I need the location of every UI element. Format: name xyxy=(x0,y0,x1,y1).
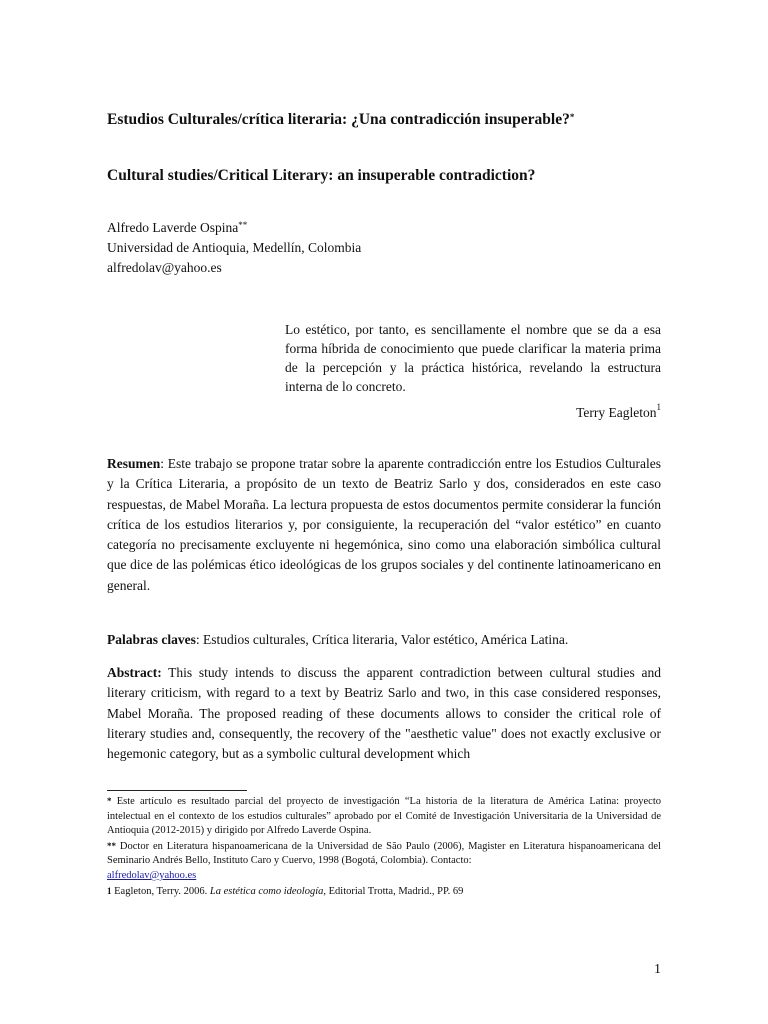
epigraph-quote: Lo estético, por tanto, es sencillamente el nombre que se da a esa forma híbrida de conocimiento que puede clarificar la materia prima de la percepción y la práctica histórica, revelando la estructura interna de lo concreto. xyxy=(285,322,661,394)
author-footnote-mark: ** xyxy=(238,220,248,230)
title-spanish-text: Estudios Culturales/crítica literaria: ¿Una contradicción insuperable? xyxy=(107,111,570,128)
footnote-1-mark: * xyxy=(107,796,112,806)
footnotes xyxy=(107,794,661,899)
keywords-text: : Estudios culturales, Crítica literaria, Valor estético, América Latina. xyxy=(195,632,569,647)
footnote-separator xyxy=(107,790,247,791)
footnote-3-mark: 1 xyxy=(107,885,112,896)
footnote-2-email-link[interactable]: alfredolav@yahoo.es xyxy=(107,869,197,881)
footnote-3-publisher: , Editorial Trotta, Madrid., PP. 69 xyxy=(323,885,464,897)
epigraph-author xyxy=(576,402,661,421)
resumen-label: Resumen xyxy=(107,456,161,471)
footnote-1 xyxy=(107,794,661,839)
author-block xyxy=(107,218,361,278)
abstract-text: This study intends to discuss the apparent contradiction between cultural studies and literary criticism, with regard to a text by Beatriz Sarlo and two, in this case considered responses, Mabel Moraña. The proposed reading of these documents allows to consider the critical role of literary studies and, consequently, the recovery of the "aesthetic value" does not exactly exclusive or hegemonic category, but as a symbolic cultural development which xyxy=(107,665,661,762)
keywords-paragraph xyxy=(107,630,661,650)
keywords-label: Palabras claves xyxy=(107,632,196,647)
epigraph-author-name: Terry Eagleton xyxy=(576,405,657,420)
author-name xyxy=(107,218,361,238)
footnote-1-text: Este artículo es resultado parcial del proyecto de investigación “La historia de la literatura de América Latina: proyecto intelectual en el contexto de los estudios culturales” aprobado por el Comité de Investigación Universitaria de la Universidad de Antioquia (2012-2015) y dirigido por Alfredo Laverde Ospina. xyxy=(107,796,661,837)
footnote-3-book-title: La estética como ideología xyxy=(209,885,324,897)
title-english: Cultural studies/Critical Literary: an insuperable contradiction? xyxy=(107,167,536,184)
author-email: alfredolav@yahoo.es xyxy=(107,260,222,275)
abstract-label: Abstract: xyxy=(107,665,162,680)
footnote-2-mark: ** xyxy=(107,840,116,851)
footnote-2-text: Doctor en Literatura hispanoamericana de la Universidad de São Paulo (2006), Magister en Literatura hispanoamericana del Seminario Andrés Bello, Instituto Caro y Cuervo, 1998 (Bogotá, Colombia). Contacto: xyxy=(107,840,661,867)
footnote-3 xyxy=(107,884,661,900)
footnote-2 xyxy=(107,839,661,884)
author-name-text: Alfredo Laverde Ospina xyxy=(107,220,239,235)
title-footnote-mark: * xyxy=(569,112,575,122)
resumen-text: : Este trabajo se propone tratar sobre la aparente contradicción entre los Estudios Culturales y la Crítica Literaria, a propósito de un texto de Beatriz Sarlo y dos, considerados en este caso respuestas, de Mabel Moraña. La lectura propuesta de estos documentos permite considerar la función crítica de los estudios literarios y, por consiguiente, la recuperación del “valor estético” en cuanto categoría no precisamente excluyente ni hegemónica, sino como una elaboración simbólica cultural que dice de las polémicas ético ideológicas de los grupos sociales y del continente latinoamericano en general. xyxy=(107,456,661,593)
abstract-paragraph xyxy=(107,663,661,764)
page-number: 1 xyxy=(654,962,661,977)
resumen-paragraph xyxy=(107,454,661,596)
title-spanish xyxy=(107,110,574,130)
epigraph-footnote-mark: 1 xyxy=(656,402,661,412)
footnote-3-author: Eagleton, Terry. 2006. xyxy=(111,885,210,897)
author-affiliation: Universidad de Antioquia, Medellín, Colombia xyxy=(107,240,362,255)
